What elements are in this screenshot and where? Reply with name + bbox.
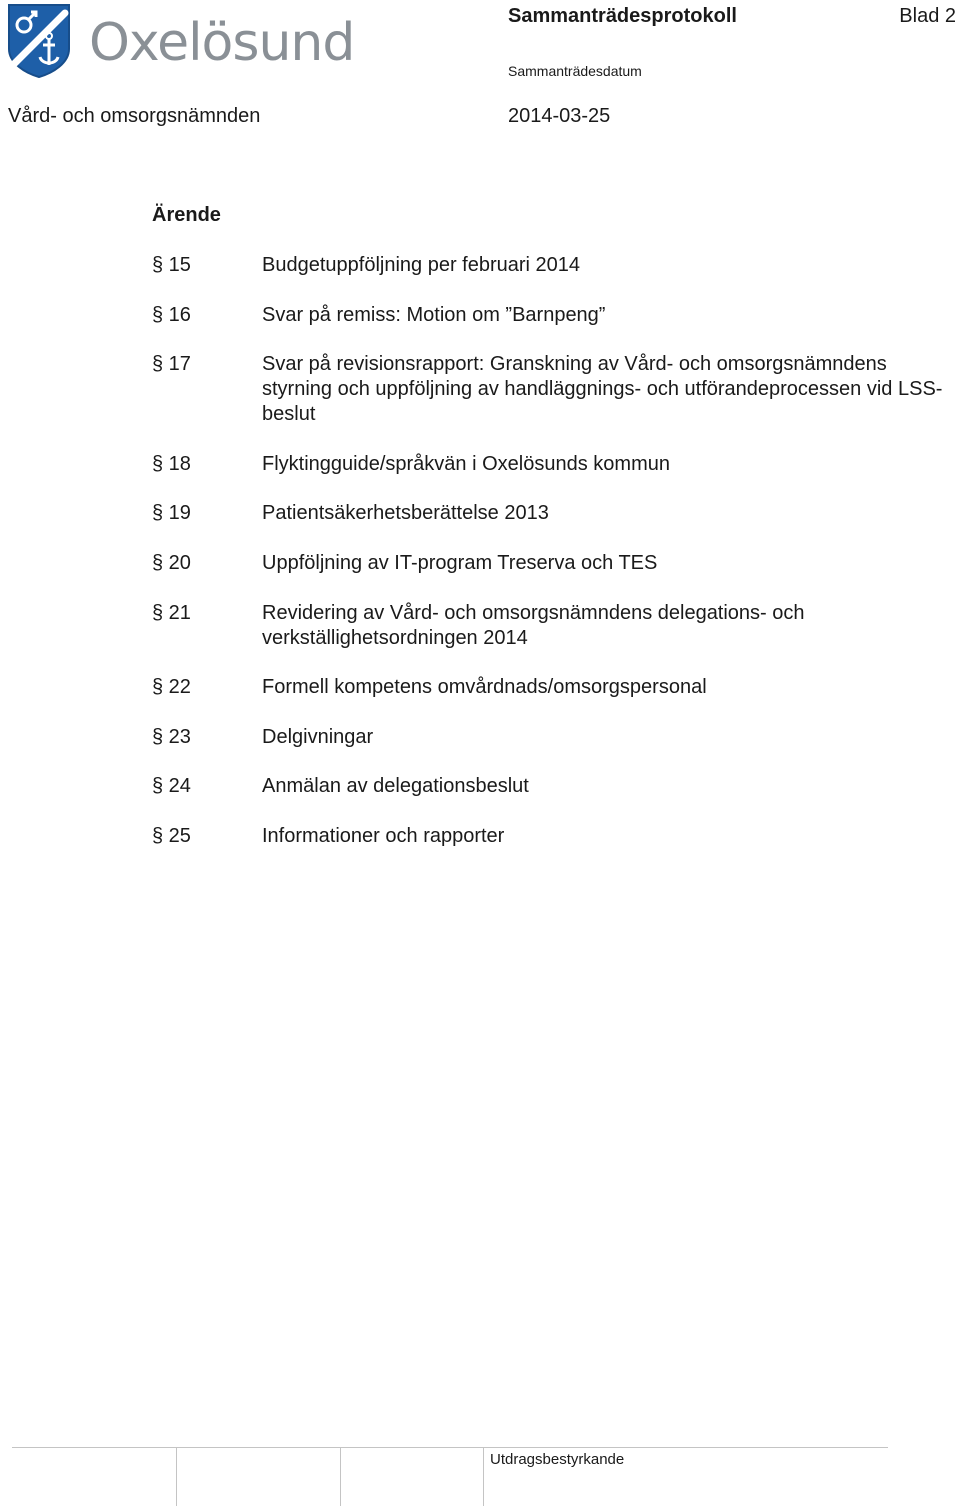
item-number: § 25 [152, 824, 191, 847]
agenda-item [152, 303, 952, 328]
extract-certification-label: Utdragsbestyrkande [490, 1451, 625, 1468]
item-title: Delgivningar [262, 725, 374, 748]
signature-footer [0, 1447, 960, 1506]
item-number: § 15 [152, 254, 191, 276]
item-number: § 19 [152, 502, 191, 525]
footer-separator [176, 1447, 177, 1506]
document-title: Sammanträdesprotokoll [508, 5, 737, 27]
item-title: Flyktingguide/språkvän i Oxelösunds kommun [262, 452, 670, 475]
item-title: Patientsäkerhetsberättelse 2013 [262, 502, 549, 525]
footer-separator [340, 1447, 341, 1506]
item-number: § 21 [152, 601, 191, 624]
item-number: § 17 [152, 353, 191, 376]
agenda-item [152, 774, 952, 799]
agenda-item [152, 725, 952, 750]
item-title: Revidering av Vård- och omsorgsnämndens delegations- och verkställighetsordningen 2014 [262, 601, 805, 649]
municipality-logo [7, 3, 355, 79]
item-number: § 22 [152, 676, 191, 699]
footer-separator [483, 1447, 484, 1506]
item-number: § 20 [152, 551, 191, 574]
footer-rule [12, 1447, 888, 1448]
item-title: Svar på remiss: Motion om ”Barnpeng” [262, 303, 606, 326]
item-title: Uppföljning av IT-program Treserva och TES [262, 551, 658, 574]
item-number: § 23 [152, 725, 191, 748]
committee-name: Vård- och omsorgsnämnden [8, 105, 261, 127]
agenda-item [152, 452, 952, 477]
item-number: § 24 [152, 775, 191, 798]
logo-wordmark: Oxelösund [89, 13, 355, 73]
agenda-list [152, 253, 952, 874]
agenda-item [152, 824, 952, 849]
meeting-date-label: Sammanträdesdatum [508, 63, 642, 79]
item-title: Anmälan av delegationsbeslut [262, 775, 529, 798]
coat-of-arms-icon [7, 3, 73, 79]
item-number: § 18 [152, 452, 191, 475]
sheet-number: Blad 2 [899, 5, 956, 27]
item-title: Informationer och rapporter [262, 824, 505, 847]
agenda-item [152, 352, 952, 427]
agenda-item [152, 675, 952, 700]
item-title: Svar på revisionsrapport: Granskning av Vård- och omsorgsnämndens styrning och uppföljning av handläggnings- och utförandeprocessen vid LSS-beslut [262, 353, 943, 426]
agenda-item [152, 253, 952, 278]
agenda-item [152, 601, 952, 651]
meeting-date: 2014-03-25 [508, 105, 611, 127]
agenda-heading: Ärende [152, 204, 221, 226]
item-number: § 16 [152, 303, 191, 326]
agenda-item [152, 501, 952, 526]
agenda-item [152, 551, 952, 576]
item-title: Budgetuppföljning per februari 2014 [262, 254, 581, 276]
item-title: Formell kompetens omvårdnads/omsorgspersonal [262, 676, 707, 699]
